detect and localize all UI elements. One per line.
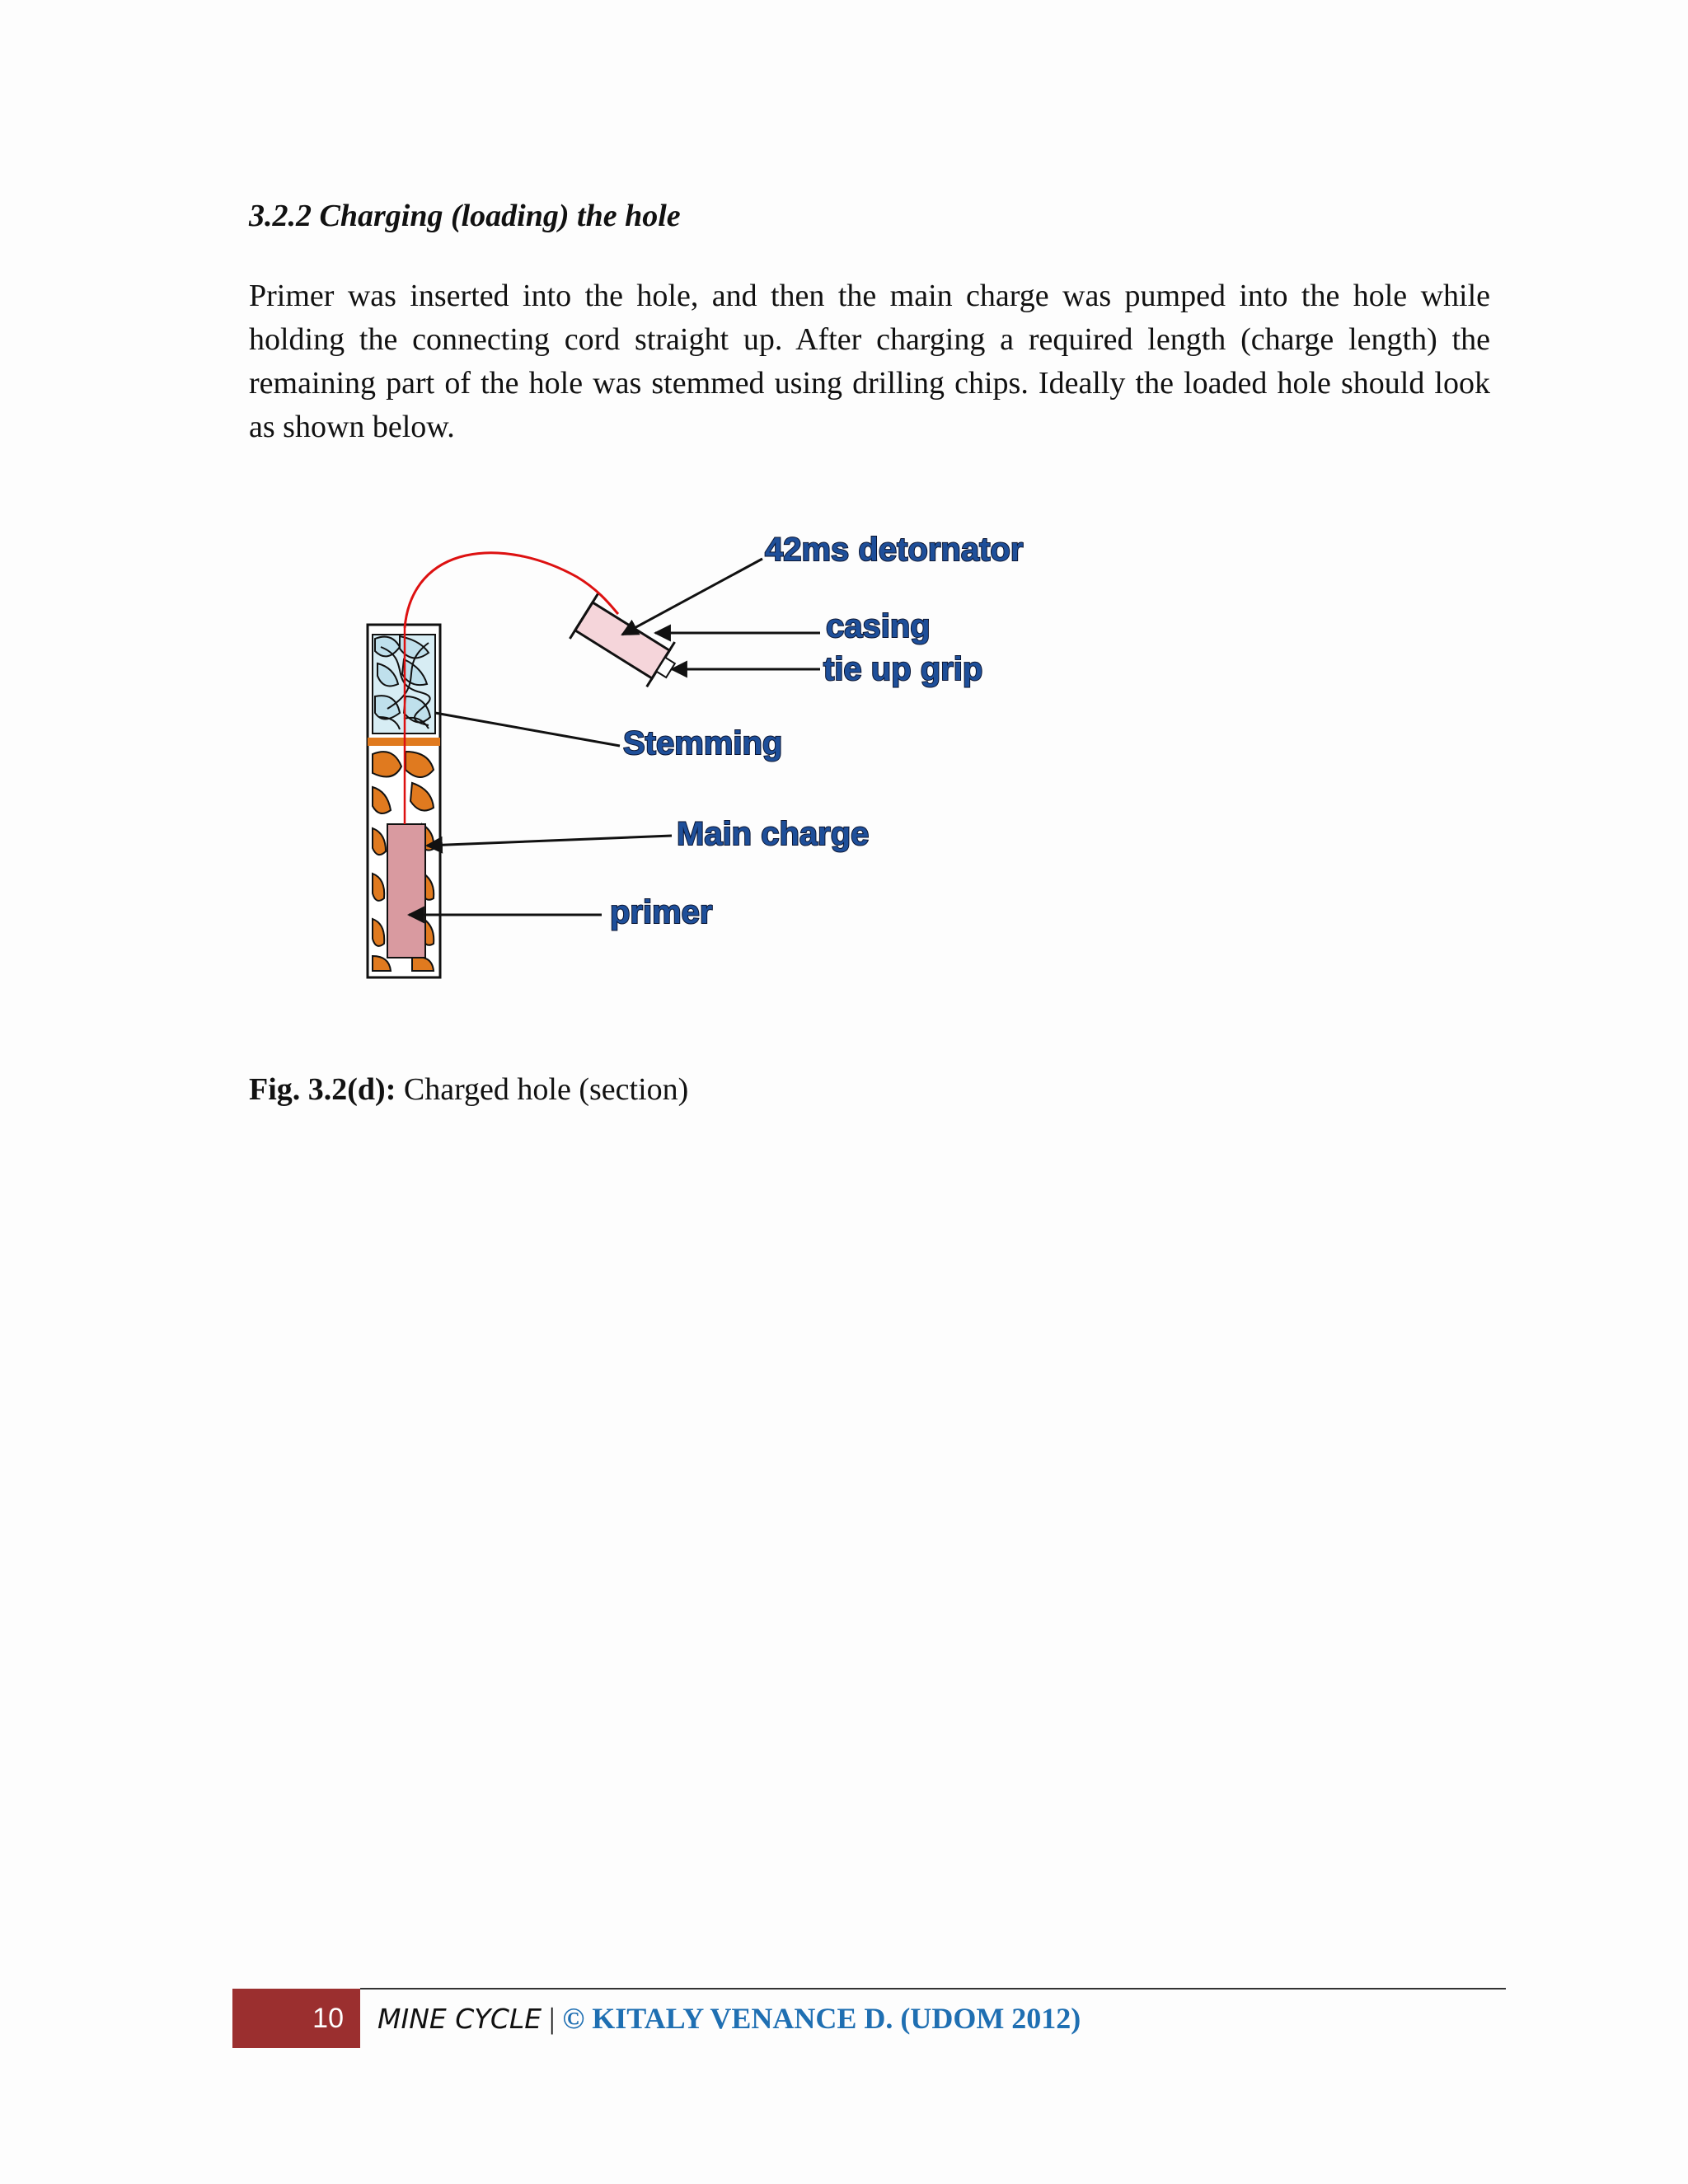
footer-copyright: © KITALY VENANCE D. (UDOM 2012) — [562, 2002, 1081, 2035]
section-heading: 3.2.2 Charging (loading) the hole — [249, 199, 681, 233]
caption-text: Charged hole (section) — [396, 1072, 689, 1107]
footer-title: MINE CYCLE — [377, 2003, 542, 2035]
detonator — [570, 594, 684, 693]
page-number: 10 — [232, 1989, 360, 2048]
caption-label: Fig. 3.2(d): — [249, 1072, 396, 1107]
figure-caption — [249, 1071, 688, 1108]
detonator-label: 42ms detornator — [765, 532, 1024, 568]
footer-text — [377, 2001, 1081, 2036]
main-charge-label: Main charge — [677, 816, 870, 852]
footer-separator: | — [542, 2002, 563, 2035]
casing-label: casing — [826, 608, 931, 644]
body-paragraph: Primer was inserted into the hole, and then the main charge was pumped into the hole while holding the connecting cord straight up. After charging a required length (charge length) the remaining part of the hole was stemmed using drilling chips. Ideally the loaded hole should look as shown below. — [249, 279, 1490, 444]
borehole — [368, 625, 440, 977]
stemming-boundary — [368, 738, 440, 746]
connecting-cord — [405, 553, 618, 628]
stemming-label: Stemming — [623, 725, 783, 762]
stemming-chips — [373, 635, 435, 733]
primer-label: primer — [610, 894, 713, 930]
primer-cartridge — [387, 824, 425, 958]
main-charge-chips — [373, 752, 434, 971]
footer-rule — [360, 1988, 1506, 1990]
grip-label: tie up grip — [823, 651, 983, 687]
